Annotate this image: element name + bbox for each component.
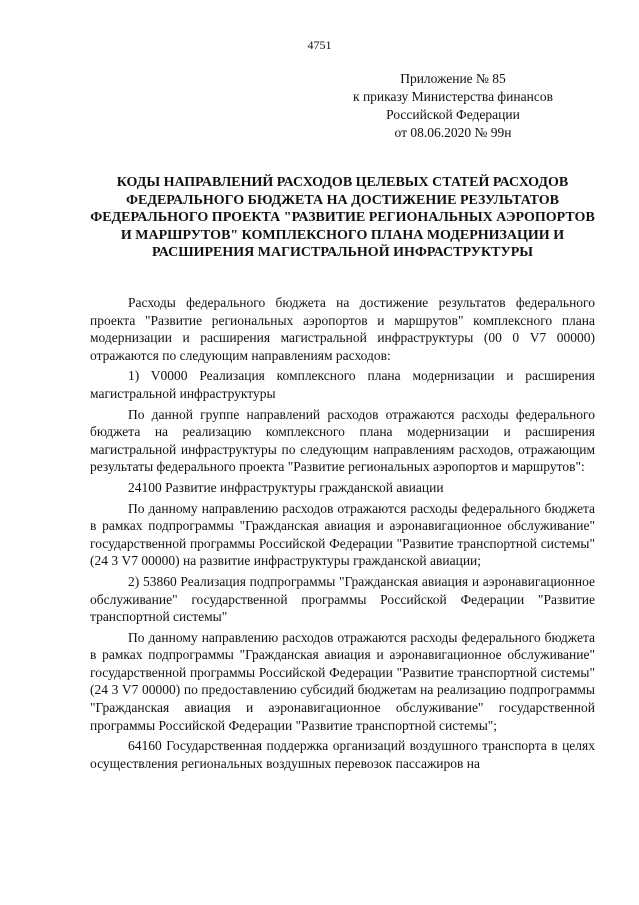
paragraph: 2) 53860 Реализация подпрограммы "Гражданская авиация и аэронавигационное обслуживание" государственной программы Российской Федерации "Развитие транспортной системы" <box>90 573 595 625</box>
paragraph: По данному направлению расходов отражаются расходы федерального бюджета в рамках подпрограммы "Гражданская авиация и аэронавигационное обслуживание" государственной программы Российской Федерации "Развитие транспортной системы" (24 3 V7 00000) на развитие инфраструктуры гражданской авиации; <box>90 500 595 569</box>
paragraph: По данному направлению расходов отражаются расходы федерального бюджета в рамках подпрограммы "Гражданская авиация и аэронавигационное обслуживание" государственной программы Российской Федерации "Развитие транспортной системы" (24 3 V7 00000) по предоставлению субсидий бюджетам на реализацию подпрограммы "Гражданская авиация и аэронавигационное обслуживание" государственной программы Российской Федерации "Развитие транспортной системы"; <box>90 629 595 733</box>
appendix-number: Приложение № 85 <box>400 71 506 86</box>
document-body <box>90 294 595 775</box>
paragraph: 24100 Развитие инфраструктуры гражданской авиации <box>128 479 444 495</box>
paragraph: 1) V0000 Реализация комплексного плана модернизации и расширения магистральной инфраструктуры <box>90 368 595 401</box>
appendix-order-ref: к приказу Министерства финансов <box>353 89 553 104</box>
paragraph: 64160 Государственная поддержка организаций воздушного транспорта в целях осуществления региональных воздушных перевозок пассажиров на <box>90 738 595 771</box>
paragraph: Расходы федерального бюджета на достижение результатов федерального проекта "Развитие региональных аэропортов и маршрутов" комплексного плана модернизации и расширения магистральной инфраструктуры (00 0 V7 00000) отражаются по следующим направлениям расходов: <box>90 295 595 363</box>
appendix-header <box>323 70 583 142</box>
appendix-authority: Российской Федерации <box>386 107 520 122</box>
page-number: 4751 <box>307 38 332 52</box>
appendix-date: от 08.06.2020 № 99н <box>394 125 512 140</box>
document-title: КОДЫ НАПРАВЛЕНИЙ РАСХОДОВ ЦЕЛЕВЫХ СТАТЕЙ РАСХОДОВ ФЕДЕРАЛЬНОГО БЮДЖЕТА НА ДОСТИЖЕНИЕ РЕЗУЛЬТАТОВ ФЕДЕРАЛЬНОГО ПРОЕКТА "РАЗВИТИЕ РЕГИОНАЛЬНЫХ АЭРОПОРТОВ И МАРШРУТОВ" КОМПЛЕКСНОГО ПЛАНА МОДЕРНИЗАЦИИ И РАСШИРЕНИЯ МАГИСТРАЛЬНОЙ ИНФРАСТРУКТУРЫ <box>90 175 595 260</box>
paragraph: По данной группе направлений расходов отражаются расходы федерального бюджета на реализацию комплексного плана модернизации и расширения магистральной инфраструктуры по следующим направлениям расходов, отражающим результаты федерального проекта "Развитие региональных аэропортов и маршрутов": <box>90 406 595 475</box>
